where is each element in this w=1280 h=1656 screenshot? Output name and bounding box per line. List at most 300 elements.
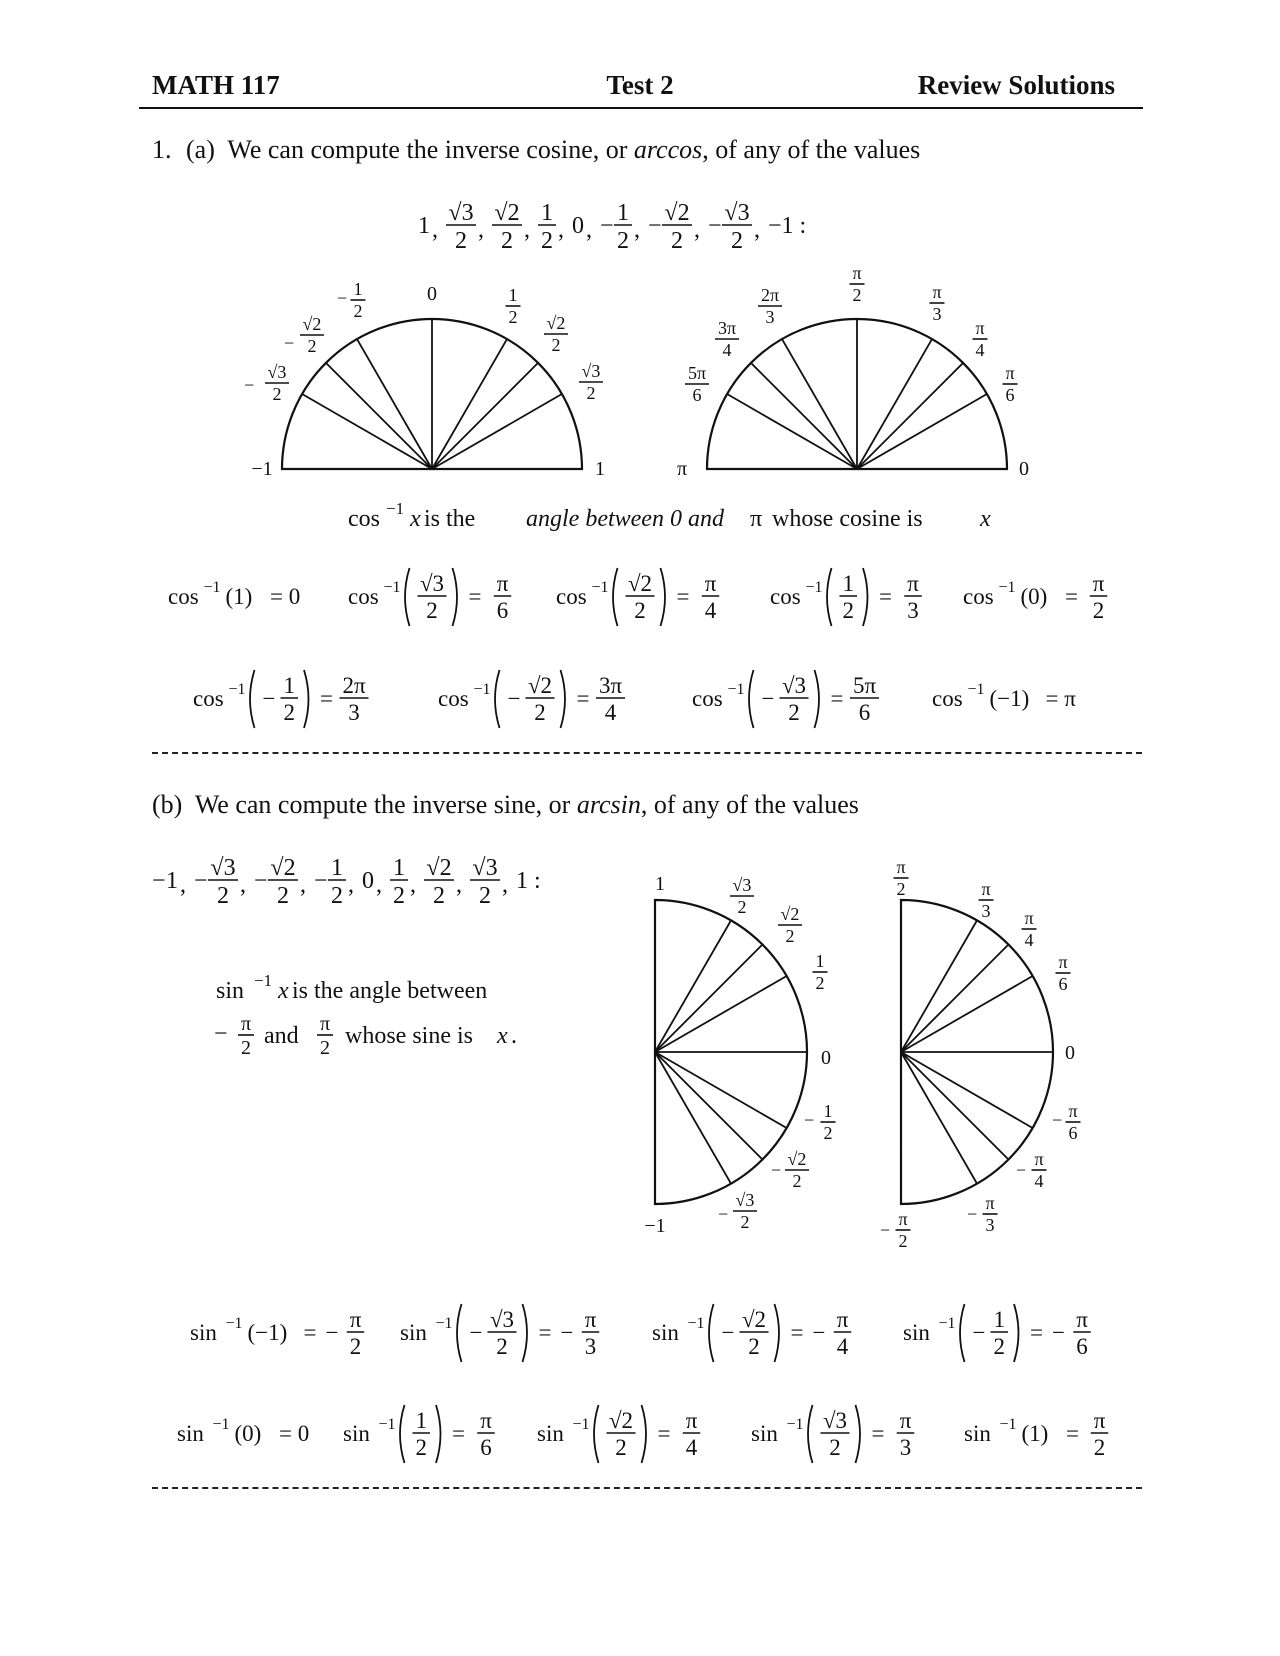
arcsin-values-comma-5: , bbox=[410, 872, 416, 898]
arcsin-eq-r1-3-result-denominator: 6 bbox=[1076, 1333, 1088, 1359]
arcsin-eq-r1-1-open-paren bbox=[457, 1304, 462, 1362]
cos-values-semicircle-label-root3-numerator: √3 bbox=[581, 361, 601, 381]
arcsin-eq-r1-1-fn: sin bbox=[400, 1320, 427, 1345]
arcsin-values-value-7-numerator: √3 bbox=[472, 855, 498, 881]
arcsin-eq-r1-3-sup: −1 bbox=[938, 1315, 956, 1332]
arcsin-eq-r2-4-result-denominator: 2 bbox=[1093, 1434, 1106, 1460]
arcsin-eq-r2-2-close-paren bbox=[642, 1405, 647, 1463]
arccos-eq-r2-1-close-paren bbox=[561, 670, 566, 728]
arcsin-values-value-4: 0 bbox=[362, 868, 374, 894]
sin-values-semicircle-minus-root2: − bbox=[771, 1160, 782, 1180]
sin-angles-semicircle-label-neg-pi3-denominator: 3 bbox=[985, 1215, 995, 1236]
sin-def-var2: x bbox=[497, 1023, 508, 1049]
arcsin-values-comma-7: , bbox=[502, 872, 508, 898]
arccos-eq-r1-0-arg: (1) bbox=[225, 584, 253, 609]
arcsin-eq-r1-0-arg: (−1) bbox=[247, 1320, 288, 1345]
arccos-eq-r2-1-arg-denominator: 2 bbox=[534, 699, 546, 725]
arccos-eq-r2-0-close-paren bbox=[304, 670, 309, 728]
arccos-values-comma-3: , bbox=[558, 217, 564, 243]
arcsin-eq-r2-2-result-denominator: 4 bbox=[685, 1434, 698, 1460]
arccos-values-value-2-denominator: 2 bbox=[501, 227, 513, 254]
arcsin-eq-r2-2-open-paren bbox=[594, 1405, 599, 1463]
arcsin-eq-r1-0-equals: = bbox=[303, 1320, 317, 1345]
sin-def-fn: sin bbox=[216, 978, 245, 1004]
arcsin-eq-r1-1-sign: − bbox=[469, 1320, 483, 1345]
cos-values-semicircle-label-neg-half-numerator: 1 bbox=[353, 279, 363, 299]
arccos-eq-r2-2-arg-denominator: 2 bbox=[788, 699, 800, 725]
arcsin-eq-r2-0-sup: −1 bbox=[212, 1416, 230, 1433]
arccos-eq-r1-3-open-paren bbox=[827, 568, 832, 626]
sin-angles-semicircle-minus-pi3: − bbox=[967, 1204, 978, 1224]
arccos-eq-r2-2-open-paren bbox=[749, 670, 754, 728]
arccos-eq-r1-2-arg-numerator: √2 bbox=[627, 571, 653, 596]
arcsin-eq-r1-3-open-paren bbox=[960, 1304, 965, 1362]
arcsin-eq-r2-1-close-paren bbox=[436, 1405, 441, 1463]
arccos-eq-r1-4-result-denominator: 2 bbox=[1092, 597, 1105, 623]
sin-values-semicircle-label-neg-root3-numerator: √3 bbox=[735, 1190, 755, 1210]
arccos-eq-r2-2-result-denominator: 6 bbox=[858, 699, 871, 725]
arcsin-eq-r2-1-open-paren bbox=[400, 1405, 405, 1463]
arccos-values-sign-5: − bbox=[600, 213, 614, 239]
arccos-values-comma-1: , bbox=[478, 217, 484, 243]
arccos-eq-r1-0-equals: = 0 bbox=[270, 584, 301, 609]
arccos-eq-r1-1-arg-denominator: 2 bbox=[426, 597, 438, 623]
sin-def-neg-pi-2-denominator: 2 bbox=[241, 1037, 251, 1059]
arcsin-eq-r2-3-equals: = bbox=[871, 1421, 885, 1446]
arccos-values-comma-7: , bbox=[754, 217, 760, 243]
arcsin-eq-r2-4-equals: = bbox=[1066, 1421, 1079, 1446]
arccos-eq-r1-2-result-denominator: 4 bbox=[704, 597, 717, 623]
arccos-values-value-5-denominator: 2 bbox=[617, 227, 629, 254]
sin-angles-semicircle-minus-pi4: − bbox=[1016, 1160, 1027, 1180]
part-a-intro-em: arccos bbox=[633, 135, 703, 164]
part-a-intro-text: We can compute the inverse cosine, or bbox=[227, 135, 634, 164]
sin-angles-semicircle-label-pi3-denominator: 3 bbox=[981, 901, 991, 922]
arccos-eq-r2-0-sup: −1 bbox=[228, 681, 246, 698]
sin-def-pi-2-denominator: 2 bbox=[320, 1037, 330, 1059]
arccos-eq-r2-3-equals: = π bbox=[1045, 686, 1076, 711]
arccos-eq-r2-0-sign: − bbox=[262, 686, 276, 711]
cos-values-semicircle-minus-root2: − bbox=[284, 333, 295, 353]
cos-angles-semicircle-label-3pi4-denominator: 4 bbox=[722, 340, 732, 361]
cos-values-semicircle-label-root3-denominator: 2 bbox=[586, 383, 596, 404]
arcsin-eq-r2-2-sup: −1 bbox=[572, 1416, 590, 1433]
arccos-values-value-8: −1 : bbox=[768, 213, 807, 239]
arccos-eq-r1-3-fn: cos bbox=[770, 584, 801, 609]
sin-angles-semicircle-label-pi6-numerator: π bbox=[1058, 952, 1068, 972]
arcsin-values-value-6-numerator: √2 bbox=[426, 855, 452, 881]
arcsin-values-value-3-denominator: 2 bbox=[331, 882, 343, 909]
arcsin-values-value-7-denominator: 2 bbox=[479, 882, 491, 909]
arccos-eq-r1-0-sup: −1 bbox=[203, 579, 221, 596]
arccos-eq-r2-2-sup: −1 bbox=[727, 681, 745, 698]
arcsin-eq-r2-3-fn: sin bbox=[751, 1421, 778, 1446]
arccos-eq-r1-1-result-numerator: π bbox=[496, 571, 509, 596]
arcsin-eq-r1-1-result-denominator: 3 bbox=[584, 1333, 597, 1359]
arcsin-eq-r1-3-close-paren bbox=[1014, 1304, 1019, 1362]
sin-values-semicircle-label-root3-denominator: 2 bbox=[737, 897, 747, 918]
arccos-eq-r2-0-fn: cos bbox=[193, 686, 224, 711]
cos-values-semicircle-minus-root3: − bbox=[244, 375, 255, 395]
sin-values-semicircle-label-neg-root3-denominator: 2 bbox=[740, 1212, 750, 1233]
cos-def-var2: x bbox=[980, 506, 991, 532]
arccos-eq-r1-1-open-paren bbox=[405, 568, 410, 626]
sin-def-sup: −1 bbox=[254, 971, 273, 990]
arccos-eq-r1-3-arg-denominator: 2 bbox=[842, 597, 854, 623]
arccos-values-comma-0: , bbox=[432, 217, 438, 243]
arcsin-eq-r2-0-equals: = 0 bbox=[279, 1421, 310, 1446]
arccos-eq-r1-2-open-paren bbox=[613, 568, 618, 626]
cos-def-fn: cos bbox=[348, 506, 380, 532]
arccos-eq-r2-1-equals: = bbox=[576, 686, 590, 711]
arcsin-eq-r1-3-fn: sin bbox=[903, 1320, 930, 1345]
arccos-values-value-1-denominator: 2 bbox=[455, 227, 467, 254]
arcsin-values-comma-4: , bbox=[376, 872, 382, 898]
arcsin-eq-r1-2-sign: − bbox=[721, 1320, 735, 1345]
arcsin-eq-r1-2-result-numerator: π bbox=[836, 1307, 849, 1332]
cos-def-var: x bbox=[410, 506, 421, 532]
cos-angles-semicircle-label-pi4-denominator: 4 bbox=[975, 340, 985, 361]
arcsin-eq-r1-1-arg-numerator: √3 bbox=[489, 1307, 515, 1332]
arccos-eq-r1-1-equals: = bbox=[468, 584, 482, 609]
cos-values-semicircle-label-root2-denominator: 2 bbox=[551, 335, 561, 356]
arccos-eq-r1-3-equals: = bbox=[879, 584, 892, 609]
sin-def-neg: − bbox=[214, 1021, 228, 1047]
arcsin-eq-r1-3-result-sign: − bbox=[1052, 1320, 1065, 1345]
arcsin-eq-r1-2-open-paren bbox=[709, 1304, 714, 1362]
arcsin-eq-r2-4-fn: sin bbox=[964, 1421, 991, 1446]
sin-values-semicircle-label-root2-numerator: √2 bbox=[780, 904, 800, 924]
arccos-eq-r2-2-arg-numerator: √3 bbox=[781, 673, 807, 698]
arcsin-eq-r1-2-fn: sin bbox=[652, 1320, 679, 1345]
sin-values-semicircle-label-half-denominator: 2 bbox=[815, 973, 825, 994]
arcsin-eq-r2-2-arg-denominator: 2 bbox=[615, 1434, 627, 1460]
arccos-values-value-4: 0 bbox=[572, 213, 584, 239]
arccos-eq-r1-4-arg: (0) bbox=[1020, 584, 1048, 609]
arcsin-eq-r2-1-arg-denominator: 2 bbox=[415, 1434, 427, 1460]
sin-values-semicircle-label-neg-root2-denominator: 2 bbox=[792, 1171, 802, 1192]
cos-values-semicircle-label-one: 1 bbox=[595, 458, 605, 480]
sin-angles-semicircle-label-pi2-numerator: π bbox=[896, 857, 906, 877]
cos-values-semicircle-label-half-denominator: 2 bbox=[508, 307, 518, 328]
sin-angles-semicircle-label-neg-pi6-numerator: π bbox=[1068, 1101, 1078, 1121]
arcsin-eq-r2-3-open-paren bbox=[808, 1405, 813, 1463]
arccos-values-comma-6: , bbox=[694, 217, 700, 243]
cos-def-text-1: is the bbox=[424, 506, 476, 532]
arcsin-eq-r2-3-sup: −1 bbox=[786, 1416, 804, 1433]
arcsin-eq-r1-1-arg-denominator: 2 bbox=[496, 1333, 508, 1359]
sin-angles-semicircle-label-neg-pi3-numerator: π bbox=[985, 1193, 995, 1213]
arccos-values-value-6-denominator: 2 bbox=[671, 227, 683, 254]
arccos-values-value-0: 1 bbox=[418, 213, 430, 239]
arcsin-eq-r2-3-result-denominator: 3 bbox=[899, 1434, 912, 1460]
arcsin-eq-r1-2-arg-numerator: √2 bbox=[741, 1307, 767, 1332]
arccos-values-sign-7: − bbox=[708, 213, 722, 239]
sin-angles-semicircle-label-neg-pi2-numerator: π bbox=[898, 1209, 908, 1229]
arcsin-eq-r2-1-sup: −1 bbox=[378, 1416, 396, 1433]
cos-angles-semicircle-label-pi2-denominator: 2 bbox=[852, 285, 862, 306]
arcsin-eq-r1-1-close-paren bbox=[523, 1304, 528, 1362]
arcsin-eq-r2-1-result-numerator: π bbox=[480, 1408, 492, 1433]
arccos-values-value-1-numerator: √3 bbox=[448, 200, 474, 226]
arcsin-values-comma-1: , bbox=[240, 872, 246, 898]
arcsin-values-value-1-denominator: 2 bbox=[217, 882, 229, 909]
arcsin-values-comma-6: , bbox=[456, 872, 462, 898]
arccos-values-value-3-numerator: 1 bbox=[541, 200, 553, 226]
arccos-eq-r1-3-sup: −1 bbox=[805, 579, 823, 596]
course-title: MATH 117 bbox=[152, 70, 280, 100]
arccos-eq-r1-3-arg-numerator: 1 bbox=[842, 571, 854, 596]
arcsin-eq-r1-3-arg-numerator: 1 bbox=[993, 1307, 1005, 1332]
arcsin-eq-r2-4-arg: (1) bbox=[1021, 1421, 1049, 1446]
part-a-intro-text-end: , of any of the values bbox=[702, 135, 921, 164]
sin-def-neg-pi-2-numerator: π bbox=[240, 1013, 252, 1035]
arcsin-eq-r2-0-fn: sin bbox=[177, 1421, 204, 1446]
arcsin-eq-r1-0-result-sign: − bbox=[325, 1320, 339, 1345]
cos-values-semicircle-minus-half: − bbox=[337, 288, 348, 308]
arccos-values-value-7-numerator: √3 bbox=[724, 200, 750, 226]
arcsin-values-value-5-numerator: 1 bbox=[393, 855, 405, 881]
sin-angles-semicircle-label-pi4-numerator: π bbox=[1024, 908, 1034, 928]
document-subtitle: Review Solutions bbox=[917, 70, 1115, 100]
sin-values-semicircle-minus-root3: − bbox=[718, 1204, 729, 1224]
arccos-eq-r1-1-close-paren bbox=[453, 568, 458, 626]
cos-def-em: angle between 0 and bbox=[526, 506, 724, 532]
sin-def-and: and bbox=[264, 1023, 299, 1049]
sin-angles-semicircle-label-pi3-numerator: π bbox=[981, 879, 991, 899]
arccos-eq-r1-2-sup: −1 bbox=[591, 579, 609, 596]
cos-angles-semicircle-label-pi6-numerator: π bbox=[1005, 363, 1015, 383]
cos-values-semicircle-label-neg-one: −1 bbox=[251, 458, 273, 480]
arcsin-eq-r1-3-equals: = bbox=[1030, 1320, 1043, 1345]
cos-angles-semicircle-label-zero: 0 bbox=[1019, 458, 1029, 480]
arcsin-values-comma-2: , bbox=[300, 872, 306, 898]
cos-angles-semicircle-label-pi: π bbox=[676, 458, 688, 480]
cos-values-semicircle-label-neg-root3-denominator: 2 bbox=[272, 384, 282, 405]
arcsin-eq-r1-2-equals: = bbox=[790, 1320, 804, 1345]
arccos-eq-r2-1-result-numerator: 3π bbox=[598, 673, 623, 698]
arcsin-eq-r2-0-arg: (0) bbox=[234, 1421, 262, 1446]
arccos-eq-r2-0-arg-denominator: 2 bbox=[283, 699, 295, 725]
arccos-eq-r1-1-result-denominator: 6 bbox=[496, 597, 509, 623]
arcsin-eq-r2-4-sup: −1 bbox=[999, 1416, 1017, 1433]
arcsin-eq-r1-0-result-denominator: 2 bbox=[349, 1333, 362, 1359]
arcsin-eq-r1-3-result-numerator: π bbox=[1076, 1307, 1088, 1332]
arccos-values-value-3-denominator: 2 bbox=[541, 227, 553, 254]
arccos-eq-r2-1-sign: − bbox=[507, 686, 521, 711]
problem-number: 1. bbox=[152, 135, 172, 164]
arccos-eq-r1-2-fn: cos bbox=[556, 584, 587, 609]
cos-values-semicircle-label-neg-root2-denominator: 2 bbox=[307, 336, 317, 357]
part-b-intro-text-end: , of any of the values bbox=[640, 790, 859, 819]
arcsin-values-sign-2: − bbox=[254, 868, 268, 894]
sin-angles-semicircle-minus-pi2: − bbox=[880, 1220, 891, 1240]
arccos-eq-r2-1-open-paren bbox=[495, 670, 500, 728]
cos-values-semicircle-label-half-numerator: 1 bbox=[508, 285, 518, 305]
sin-values-semicircle-label-neg-half-numerator: 1 bbox=[823, 1101, 833, 1121]
arccos-eq-r2-3-fn: cos bbox=[932, 686, 963, 711]
arccos-eq-r1-3-result-numerator: π bbox=[907, 571, 919, 596]
arccos-eq-r1-4-equals: = bbox=[1065, 584, 1078, 609]
arccos-eq-r1-4-result-numerator: π bbox=[1092, 571, 1105, 596]
document-title: Test 2 bbox=[606, 70, 674, 100]
arccos-eq-r1-2-equals: = bbox=[676, 584, 690, 609]
cos-angles-semicircle-label-pi4-numerator: π bbox=[975, 318, 985, 338]
sin-def-pi-2-numerator: π bbox=[319, 1013, 331, 1035]
arcsin-eq-r2-3-arg-denominator: 2 bbox=[829, 1434, 841, 1460]
cos-def-sup: −1 bbox=[386, 499, 405, 518]
arcsin-values-value-8: 1 : bbox=[516, 868, 541, 894]
sin-values-semicircle-label-neg-one: −1 bbox=[644, 1215, 666, 1237]
arccos-eq-r2-0-result-numerator: 2π bbox=[342, 673, 366, 698]
arccos-eq-r1-4-sup: −1 bbox=[998, 579, 1016, 596]
arccos-eq-r2-2-equals: = bbox=[830, 686, 844, 711]
cos-angles-semicircle-label-2pi3-numerator: 2π bbox=[760, 285, 780, 305]
sin-values-semicircle-label-root3-numerator: √3 bbox=[732, 875, 752, 895]
arcsin-eq-r2-2-result-numerator: π bbox=[685, 1408, 698, 1433]
arccos-eq-r2-3-sup: −1 bbox=[967, 681, 985, 698]
part-b-label: (b) bbox=[152, 790, 183, 819]
sin-angles-semicircle-label-pi2-denominator: 2 bbox=[896, 879, 906, 900]
sin-values-semicircle-label-neg-half-denominator: 2 bbox=[823, 1123, 833, 1144]
cos-values-semicircle-label-neg-half-denominator: 2 bbox=[353, 301, 363, 322]
sin-angles-semicircle-label-neg-pi4-denominator: 4 bbox=[1034, 1171, 1044, 1192]
arcsin-values-value-2-numerator: √2 bbox=[270, 855, 296, 881]
cos-angles-semicircle-label-5pi6-denominator: 6 bbox=[692, 385, 702, 406]
part-b-intro-text: We can compute the inverse sine, or bbox=[194, 790, 577, 819]
arccos-eq-r2-0-equals: = bbox=[320, 686, 333, 711]
arcsin-values-value-5-denominator: 2 bbox=[393, 882, 405, 909]
arccos-eq-r1-3-close-paren bbox=[863, 568, 868, 626]
arccos-values-value-2-numerator: √2 bbox=[494, 200, 520, 226]
sin-values-semicircle-label-root2-denominator: 2 bbox=[785, 926, 795, 947]
arcsin-values-value-1-numerator: √3 bbox=[210, 855, 236, 881]
arcsin-eq-r1-2-arg-denominator: 2 bbox=[748, 1333, 760, 1359]
arccos-eq-r1-2-result-numerator: π bbox=[704, 571, 717, 596]
arccos-values-comma-2: , bbox=[524, 217, 530, 243]
arccos-eq-r1-1-sup: −1 bbox=[383, 579, 401, 596]
arccos-eq-r2-1-result-denominator: 4 bbox=[604, 699, 617, 725]
arcsin-eq-r2-3-result-numerator: π bbox=[899, 1408, 912, 1433]
arccos-values-comma-4: , bbox=[586, 217, 592, 243]
cos-angles-semicircle-label-pi3-denominator: 3 bbox=[932, 304, 942, 325]
arccos-eq-r1-2-close-paren bbox=[661, 568, 666, 626]
arccos-eq-r2-0-result-denominator: 3 bbox=[348, 699, 360, 725]
cos-angles-semicircle-label-pi3-numerator: π bbox=[932, 282, 942, 302]
arcsin-values-sign-0: − bbox=[152, 868, 166, 894]
arccos-eq-r1-1-fn: cos bbox=[348, 584, 379, 609]
arccos-eq-r2-2-result-numerator: 5π bbox=[852, 673, 877, 698]
arcsin-eq-r2-1-arg-numerator: 1 bbox=[415, 1408, 427, 1433]
arcsin-eq-r1-3-sign: − bbox=[972, 1320, 986, 1345]
arccos-eq-r2-0-arg-numerator: 1 bbox=[283, 673, 295, 698]
arcsin-values-value-2-denominator: 2 bbox=[277, 882, 289, 909]
arccos-eq-r2-2-fn: cos bbox=[692, 686, 723, 711]
arccos-eq-r2-3-arg: (−1) bbox=[989, 686, 1030, 711]
arcsin-eq-r1-1-equals: = bbox=[538, 1320, 552, 1345]
arccos-eq-r1-2-arg-denominator: 2 bbox=[634, 597, 646, 623]
cos-values-semicircle-label-root2-numerator: √2 bbox=[546, 313, 566, 333]
sin-angles-semicircle-label-pi4-denominator: 4 bbox=[1024, 930, 1034, 951]
arcsin-eq-r2-3-arg-numerator: √3 bbox=[822, 1408, 848, 1433]
sin-def-dot: . bbox=[511, 1023, 517, 1049]
arccos-eq-r1-0-fn: cos bbox=[168, 584, 199, 609]
arcsin-eq-r1-2-sup: −1 bbox=[687, 1315, 705, 1332]
arcsin-values-comma-0: , bbox=[180, 872, 186, 898]
cos-values-semicircle-label-zero: 0 bbox=[427, 283, 437, 305]
sin-values-semicircle-label-one: 1 bbox=[655, 873, 665, 895]
arccos-values-value-6-numerator: √2 bbox=[664, 200, 690, 226]
sin-angles-semicircle-label-neg-pi2-denominator: 2 bbox=[898, 1231, 908, 1252]
cos-angles-semicircle-label-2pi3-denominator: 3 bbox=[765, 307, 775, 328]
arccos-eq-r1-3-result-denominator: 3 bbox=[907, 597, 919, 623]
arccos-values-sign-6: − bbox=[648, 213, 662, 239]
arccos-values-comma-5: , bbox=[634, 217, 640, 243]
arccos-values-value-7-denominator: 2 bbox=[731, 227, 743, 254]
arcsin-eq-r1-1-result-numerator: π bbox=[584, 1307, 597, 1332]
arcsin-values-value-6-denominator: 2 bbox=[433, 882, 445, 909]
arcsin-eq-r2-2-fn: sin bbox=[537, 1421, 564, 1446]
sin-angles-semicircle-label-neg-pi4-numerator: π bbox=[1034, 1149, 1044, 1169]
arcsin-eq-r2-2-equals: = bbox=[657, 1421, 671, 1446]
arcsin-values-value-0: 1 bbox=[166, 868, 178, 894]
arcsin-eq-r1-3-arg-denominator: 2 bbox=[993, 1333, 1005, 1359]
arcsin-eq-r2-1-equals: = bbox=[452, 1421, 465, 1446]
arccos-eq-r2-2-close-paren bbox=[815, 670, 820, 728]
arccos-eq-r2-0-open-paren bbox=[250, 670, 255, 728]
arcsin-eq-r1-0-sup: −1 bbox=[225, 1315, 243, 1332]
cos-angles-semicircle-label-pi2-numerator: π bbox=[852, 263, 862, 283]
arccos-eq-r2-1-arg-numerator: √2 bbox=[527, 673, 553, 698]
cos-angles-semicircle-label-3pi4-numerator: 3π bbox=[717, 318, 737, 338]
arcsin-eq-r2-1-fn: sin bbox=[343, 1421, 370, 1446]
sin-values-semicircle-minus-half: − bbox=[804, 1110, 815, 1130]
sin-def-text-1: is the angle between bbox=[292, 978, 488, 1004]
arcsin-eq-r1-2-result-sign: − bbox=[812, 1320, 826, 1345]
arcsin-values-sign-1: − bbox=[194, 868, 208, 894]
arcsin-values-sign-3: − bbox=[314, 868, 328, 894]
cos-angles-semicircle-label-pi6-denominator: 6 bbox=[1005, 385, 1015, 406]
cos-values-semicircle-label-neg-root3-numerator: √3 bbox=[267, 362, 287, 382]
sin-angles-semicircle-label-zero: 0 bbox=[1065, 1042, 1075, 1064]
arcsin-eq-r2-3-close-paren bbox=[856, 1405, 861, 1463]
arcsin-eq-r1-1-result-sign: − bbox=[560, 1320, 574, 1345]
arccos-eq-r2-2-sign: − bbox=[761, 686, 775, 711]
arccos-eq-r2-1-sup: −1 bbox=[473, 681, 491, 698]
arccos-eq-r2-1-fn: cos bbox=[438, 686, 469, 711]
part-a-label: (a) bbox=[186, 135, 215, 164]
sin-values-semicircle-label-half-numerator: 1 bbox=[815, 951, 825, 971]
arccos-eq-r1-4-fn: cos bbox=[963, 584, 994, 609]
arccos-values-value-5-numerator: 1 bbox=[617, 200, 629, 226]
arcsin-eq-r1-1-sup: −1 bbox=[435, 1315, 453, 1332]
sin-values-semicircle-label-neg-root2-numerator: √2 bbox=[787, 1149, 807, 1169]
cos-values-semicircle-label-neg-root2-numerator: √2 bbox=[302, 314, 322, 334]
sin-angles-semicircle-label-neg-pi6-denominator: 6 bbox=[1068, 1123, 1078, 1144]
arcsin-eq-r1-2-result-denominator: 4 bbox=[836, 1333, 849, 1359]
arcsin-eq-r2-2-arg-numerator: √2 bbox=[608, 1408, 634, 1433]
cos-def-text-2: whose cosine is bbox=[772, 506, 923, 532]
sin-def-var: x bbox=[278, 978, 289, 1004]
cos-angles-semicircle-label-5pi6-numerator: 5π bbox=[687, 363, 707, 383]
part-b-intro-em: arcsin bbox=[576, 790, 641, 819]
arcsin-eq-r2-1-result-denominator: 6 bbox=[480, 1434, 492, 1460]
arcsin-values-comma-3: , bbox=[348, 872, 354, 898]
sin-angles-semicircle-label-pi6-denominator: 6 bbox=[1058, 974, 1068, 995]
sin-def-text-2: whose sine is bbox=[345, 1023, 473, 1049]
sin-values-semicircle-label-zero: 0 bbox=[821, 1047, 831, 1069]
cos-def-pi: π bbox=[750, 506, 763, 532]
